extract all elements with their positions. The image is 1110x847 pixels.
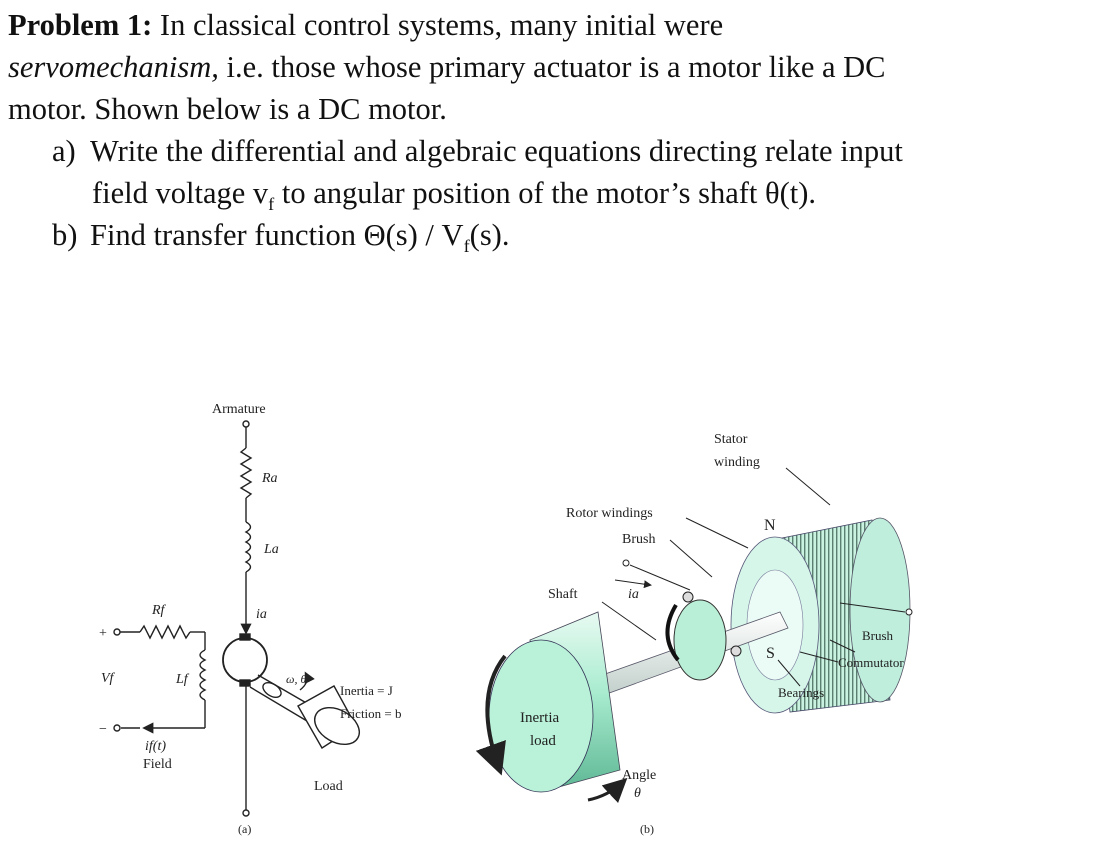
label-load: Load [314,779,343,794]
resistor-ra [241,448,251,498]
label-if: if(t) [145,739,166,754]
label-theta: θ [634,786,641,801]
part-b-label: b) [52,218,78,252]
label-rf: Rf [152,603,165,618]
label-la: La [264,542,279,557]
label-angle: Angle [622,768,657,783]
label-brush-top: Brush [622,532,656,547]
armature-terminal [243,421,249,427]
field-plus-terminal [114,629,120,635]
label-vf: Vf [101,671,114,686]
label-stator-2: winding [714,455,760,470]
vf-subscript: f [268,194,275,215]
label-armature: Armature [212,402,266,417]
intro-line-1: In classical control systems, many initial were [152,8,724,42]
label-ra: Ra [262,471,278,486]
label-lf: Lf [176,672,188,687]
label-n: N [764,517,776,534]
label-inertia-load-1: Inertia [520,710,560,726]
caption-a: (a) [238,822,252,836]
part-a-label: a) [52,134,76,168]
label-plus: + [99,626,107,641]
problem-title: Problem 1: [8,8,153,42]
part-a-line-1: Write the differential and algebraic equations directing relate input [90,134,903,168]
label-inertia-j: Inertia = J [340,683,393,698]
label-s: S [766,645,775,662]
label-brush-right: Brush [862,628,894,643]
label-shaft: Shaft [548,587,578,602]
label-field: Field [143,757,172,772]
vf-subscript-b: f [463,236,470,257]
label-ia-a: ia [256,607,267,622]
part-b-text: Find transfer function Θ(s) / V [90,218,464,252]
intro-italic: servomechanism, [8,50,219,84]
figure-b-motor [487,468,912,800]
label-inertia-load-2: load [530,733,556,749]
motor-symbol [223,638,267,682]
part-a-line-2-end: to angular position of the motor’s shaft θ(t). [274,176,817,210]
label-ia-b: ia [628,587,639,602]
part-b-end: (s). [469,218,510,252]
field-minus-terminal [114,725,120,731]
label-commutator: Commutator [838,655,904,670]
label-minus: − [99,722,107,737]
caption-b: (b) [640,822,654,836]
part-a-line-2-text: field voltage v [92,176,269,210]
label-bearings: Bearings [778,685,825,700]
inductor-la [246,522,251,572]
label-rotor-windings: Rotor windings [566,506,653,521]
resistor-rf [140,626,190,638]
label-friction-b: Friction = b [340,706,402,721]
label-omega: ω, θ [286,672,307,686]
label-stator-1: Stator [714,432,748,447]
intro-line-2: i.e. those whose primary actuator is a motor like a DC [218,50,886,84]
armature-bottom-terminal [243,810,249,816]
intro-line-3: motor. Shown below is a DC motor. [8,92,447,126]
inductor-lf [200,650,205,700]
